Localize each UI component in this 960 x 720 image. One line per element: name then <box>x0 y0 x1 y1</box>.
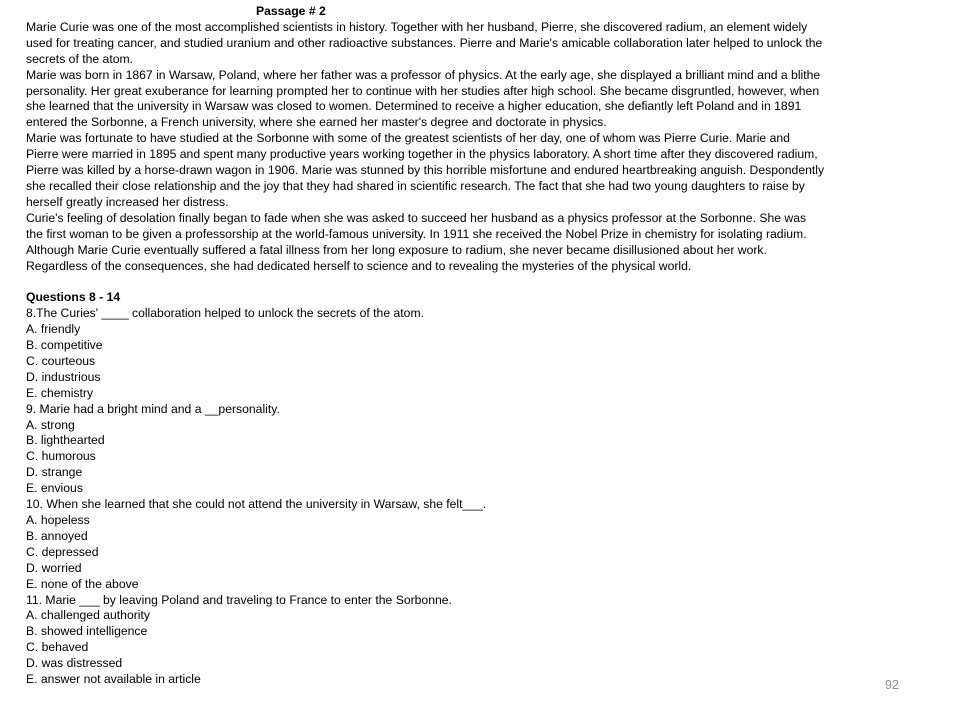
passage-line: Pierre were married in 1895 and spent many productive years working together in the physics laboratory. A short time after they discovered radium, <box>26 147 818 162</box>
passage-title: Passage # 2 <box>256 4 326 18</box>
answer-option: C. courteous <box>26 353 96 368</box>
passage-line: Although Marie Curie eventually suffered a fatal illness from her long exposure to radium, she never became disillusioned about her work. <box>26 242 767 257</box>
passage-line: Marie Curie was one of the most accomplished scientists in history. Together with her husband, Pierre, she discovered radium, an element widely <box>26 19 808 34</box>
passage-line: Marie was fortunate to have studied at the Sorbonne with some of the greatest scientists of her day, one of whom was Pierre Curie. Marie and <box>26 131 790 146</box>
answer-option: A. hopeless <box>26 512 90 527</box>
answer-option: A. strong <box>26 417 75 432</box>
passage-line: she learned that the university in Warsaw was closed to women. Determined to receive a higher education, she defiantly left Poland and in 1891 <box>26 99 802 114</box>
question-line: 8.The Curies' ____ collaboration helped to unlock the secrets of the atom. <box>26 306 424 321</box>
answer-option: B. competitive <box>26 338 103 353</box>
passage-line: herself greatly increased her distress. <box>26 194 229 209</box>
answer-option: B. showed intelligence <box>26 624 148 639</box>
answer-option: A. friendly <box>26 322 81 337</box>
passage-line: Curie's feeling of desolation finally began to fade when she was asked to succeed her husband as a physics professor at the Sorbonne. She was <box>26 210 807 225</box>
passage-line: Pierre was killed by a horse-drawn wagon in 1906. Marie was stunned by this horrible misfortune and endured heartbreaking anguish. Despondently <box>26 163 825 178</box>
answer-option: D. industrious <box>26 369 101 384</box>
passage-text <box>26 20 906 275</box>
question-line: 11. Marie ___ by leaving Poland and traveling to France to enter the Sorbonne. <box>26 592 452 607</box>
answer-option: A. challenged authority <box>26 608 150 623</box>
answer-option: D. worried <box>26 560 82 575</box>
answer-option: C. depressed <box>26 544 99 559</box>
question-list <box>26 306 906 688</box>
passage-line: Regardless of the consequences, she had dedicated herself to science and to revealing the mysteries of the physical world. <box>26 258 692 273</box>
answer-option: E. envious <box>26 481 83 496</box>
passage-line: she recalled their close relationship and the joy that they had shared in scientific research. The fact that she had two young daughters to raise by <box>26 178 805 193</box>
questions-heading: Questions 8 - 14 <box>26 290 121 305</box>
spacer <box>26 274 906 290</box>
answer-option: D. was distressed <box>26 656 123 671</box>
passage-line: used for treating cancer, and studied uranium and other radioactive substances. Pierre and Marie's amicable collaboration later helped to unlock the <box>26 35 823 50</box>
passage-line: personality. Her great exuberance for learning prompted her to continue with her studies after high school. She became disgruntled, however, when <box>26 83 820 98</box>
question-line: 10. When she learned that she could not attend the university in Warsaw, she felt___. <box>26 497 487 512</box>
page-number: 92 <box>885 678 899 692</box>
answer-option: B. annoyed <box>26 528 88 543</box>
document-body <box>26 4 906 688</box>
answer-option: E. none of the above <box>26 576 139 591</box>
passage-line: entered the Sorbonne, a French university, where she earned her master's degree and doctorate in physics. <box>26 115 607 130</box>
passage-line: secrets of the atom. <box>26 51 134 66</box>
answer-option: C. humorous <box>26 449 96 464</box>
answer-option: B. lighthearted <box>26 433 105 448</box>
answer-option: C. behaved <box>26 640 89 655</box>
answer-option: E. answer not available in article <box>26 672 201 687</box>
answer-option: D. strange <box>26 465 83 480</box>
passage-line: Marie was born in 1867 in Warsaw, Poland, where her father was a professor of physics. At the early age, she displayed a brilliant mind and a blithe <box>26 67 821 82</box>
question-line: 9. Marie had a bright mind and a __personality. <box>26 401 280 416</box>
answer-option: E. chemistry <box>26 385 94 400</box>
passage-line: the first woman to be given a professorship at the world-famous university. In 1911 she received the Nobel Prize in chemistry for isolating radium. <box>26 226 807 241</box>
